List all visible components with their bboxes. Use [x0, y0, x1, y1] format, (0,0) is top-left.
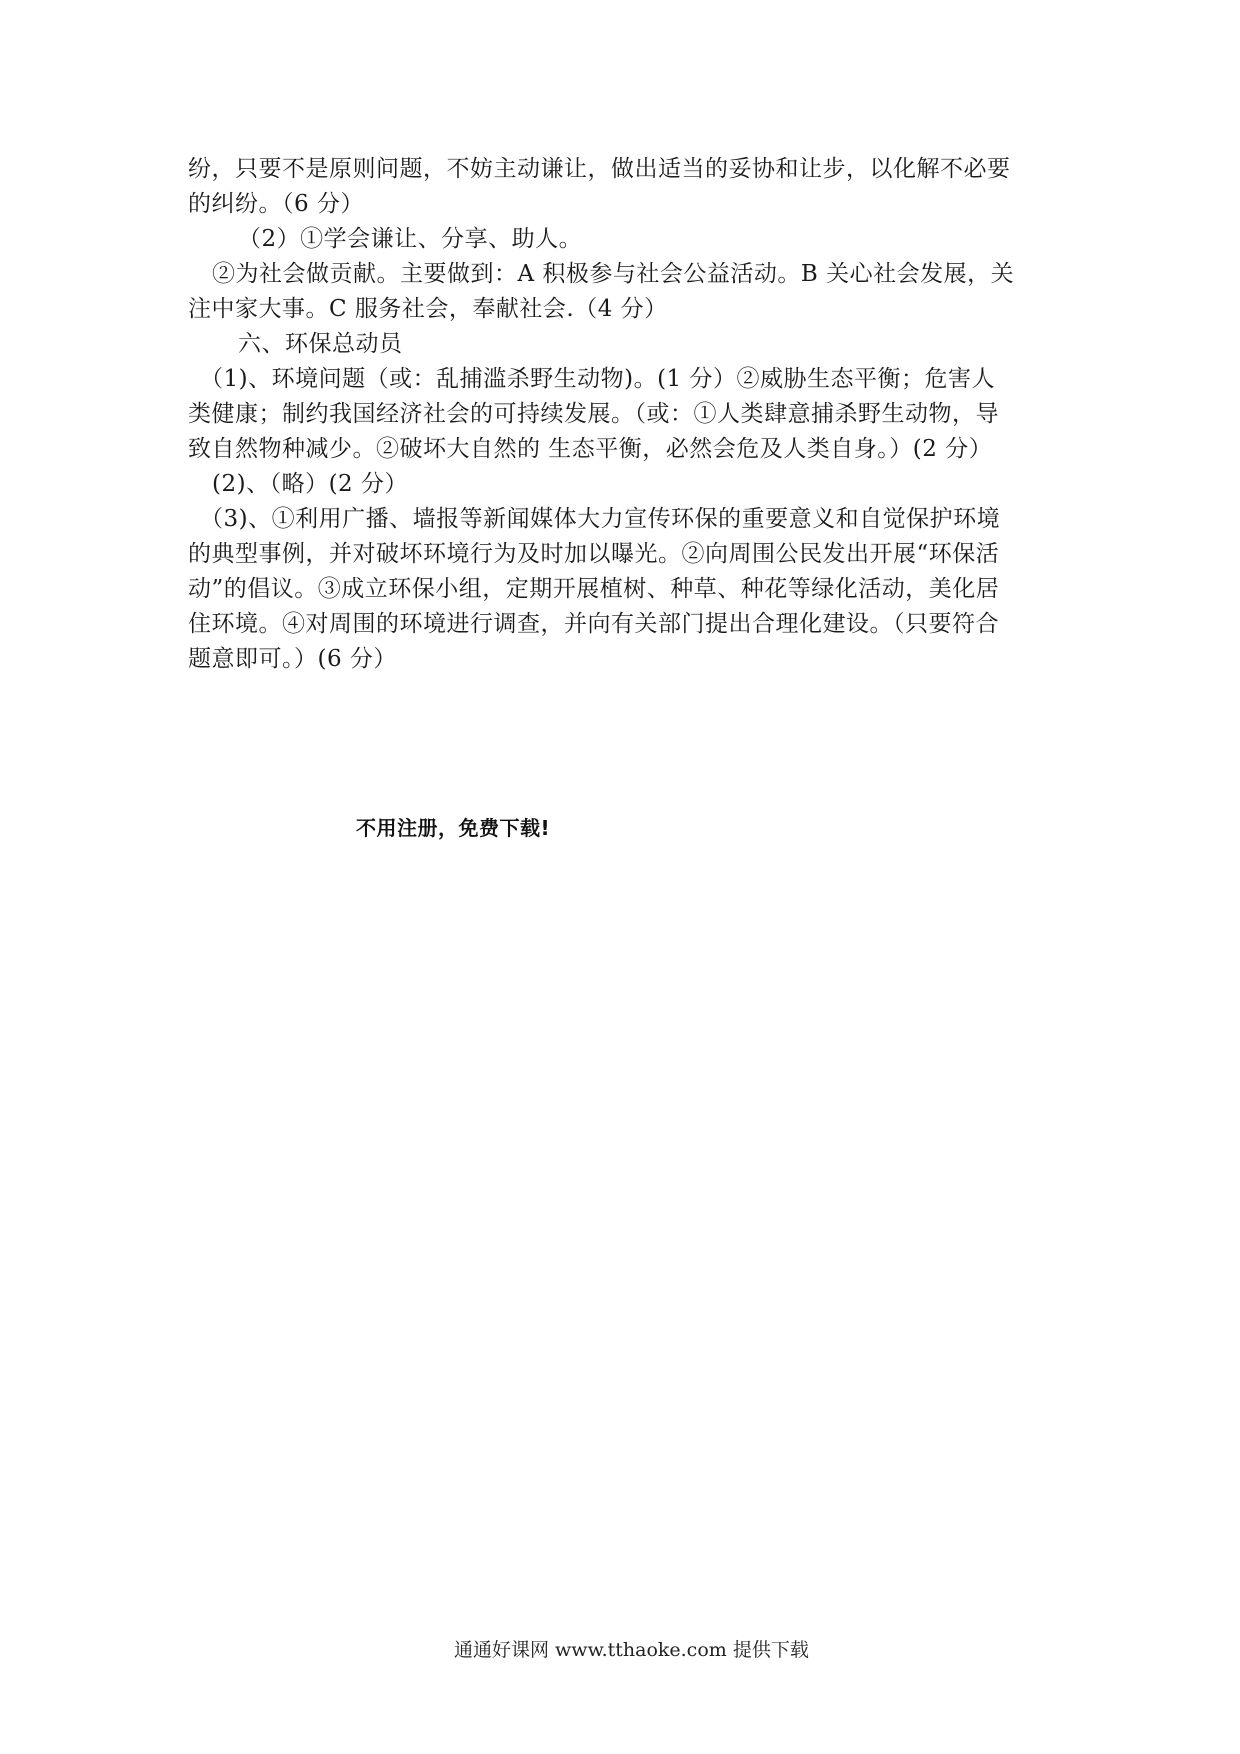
text-line: (2)、（略）(2 分） — [212, 471, 408, 497]
text-line: （1)、环境问题（或：乱捕滥杀野生动物)。(1 分）②威胁生态平衡；危害人 — [200, 366, 995, 392]
section-heading: 六、环保总动员 — [238, 331, 403, 357]
text-line: （2）①学会谦让、分享、助人。 — [238, 226, 583, 252]
text-line: 纷，只要不是原则问题，不妨主动谦让，做出适当的妥协和让步，以化解不必要 — [188, 156, 1011, 182]
text-line: 致自然物种减少。②破坏大自然的 生态平衡，必然会危及人类自身。）(2 分） — [188, 436, 993, 462]
download-notice: 不用注册，免费下载! — [356, 816, 551, 840]
text-line: 的纠纷。（6 分） — [188, 191, 364, 217]
text-line: （3)、①利用广播、墙报等新闻媒体大力宣传环保的重要意义和自觉保护环境 — [200, 506, 1001, 532]
text-line: 注中家大事。C 服务社会，奉献社会.（4 分） — [188, 296, 668, 322]
text-line: ②为社会做贡献。主要做到：A 积极参与社会公益活动。B 关心社会发展，关 — [212, 261, 1015, 287]
text-line: 动”的倡议。③成立环保小组，定期开展植树、种草、种花等绿化活动，美化居 — [188, 576, 1000, 602]
text-line: 类健康；制约我国经济社会的可持续发展。（或：①人类肆意捕杀野生动物，导 — [188, 401, 999, 427]
text-line: 住环境。④对周围的环境进行调查，并向有关部门提出合理化建设。（只要符合 — [188, 611, 999, 637]
text-line: 题意即可。）(6 分） — [188, 646, 397, 672]
text-line: 的典型事例，并对破坏环境行为及时加以曝光。②向周围公民发出开展“环保活 — [188, 541, 1000, 567]
page-footer: 通通好课网 www.tthaoke.com 提供下载 — [454, 1639, 809, 1661]
answer-text-block — [188, 152, 1058, 677]
